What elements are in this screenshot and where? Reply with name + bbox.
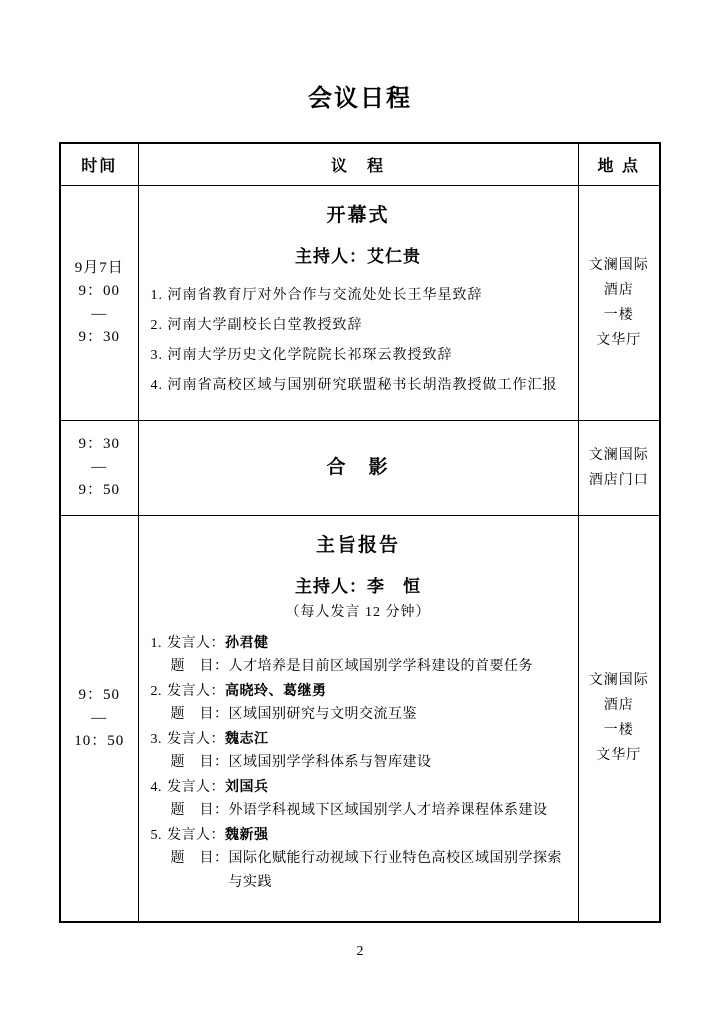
opening-agenda-cell <box>138 185 578 420</box>
location-line: 一楼 <box>603 307 634 323</box>
location-line: 酒店门口 <box>588 472 649 488</box>
topic-line <box>171 847 566 894</box>
speaker-number: 2. <box>150 683 162 699</box>
time-start: 9：30 <box>78 436 120 452</box>
topic-text: 区域国别研究与文明交流互鉴 <box>228 707 417 722</box>
keynote-location-cell <box>578 515 660 922</box>
location-line: 酒店 <box>603 282 634 298</box>
location-line: 文华厅 <box>596 332 642 348</box>
topic-line <box>171 655 566 679</box>
speaker-name: 刘国兵 <box>225 777 269 794</box>
header-location: 地 点 <box>578 143 660 185</box>
photo-time-cell <box>60 420 138 515</box>
topic-text: 国际化赋能行动视域下行业特色高校区域国别学探索与实践 <box>228 851 562 890</box>
table-row-opening <box>60 185 660 420</box>
topic-text: 外语学科视域下区域国别学人才培养课程体系建设 <box>228 803 548 818</box>
time-dash: — <box>91 709 108 726</box>
time-dash: — <box>91 305 108 322</box>
speaker-name: 孙君健 <box>225 633 269 650</box>
topic-label: 题 目： <box>170 851 229 866</box>
location-line: 酒店 <box>603 698 634 714</box>
topic-text: 人才培养是目前区域国别学学科建设的首要任务 <box>228 659 533 674</box>
location-line: 文华厅 <box>596 748 642 764</box>
speaker-number: 5. <box>150 827 162 843</box>
speaker-line <box>151 823 566 848</box>
time-start: 9：00 <box>78 282 120 299</box>
topic-label: 题 目： <box>170 755 229 770</box>
speaker-block <box>151 823 566 895</box>
table-header-row <box>60 143 660 185</box>
topic-text: 区域国别学学科体系与智库建设 <box>228 755 432 770</box>
speaker-block <box>151 679 566 727</box>
keynote-moderator: 主持人：李 恒 <box>295 576 421 596</box>
speaker-label: 发言人： <box>167 683 225 699</box>
speaker-line <box>151 631 566 656</box>
keynote-note: （每人发言 12 分钟） <box>285 604 431 620</box>
time-end: 10：50 <box>74 732 125 749</box>
time-end: 9：50 <box>78 482 120 498</box>
opening-item: 1. 河南省教育厅对外合作与交流处处长王华星致辞 <box>150 287 483 303</box>
page-title: 会议日程 <box>308 85 412 112</box>
topic-label: 题 目： <box>170 803 229 818</box>
speaker-name: 魏志江 <box>225 729 269 746</box>
speaker-line <box>151 727 566 752</box>
speaker-label: 发言人： <box>167 731 225 747</box>
page-number: 2 <box>356 944 364 959</box>
speaker-block <box>151 631 566 679</box>
opening-moderator: 主持人：艾仁贵 <box>295 246 421 266</box>
speaker-name: 魏新强 <box>225 825 269 842</box>
time-start: 9：50 <box>78 686 120 703</box>
speaker-number: 1. <box>150 635 162 651</box>
topic-line <box>171 703 566 727</box>
table-row-group-photo <box>60 420 660 515</box>
opening-time-cell <box>60 185 138 420</box>
table-row-keynote <box>60 515 660 922</box>
header-agenda: 议 程 <box>138 143 578 185</box>
topic-label: 题 目： <box>170 659 229 674</box>
speaker-number: 4. <box>150 779 162 795</box>
topic-label: 题 目： <box>170 707 229 722</box>
speaker-line <box>151 679 566 704</box>
photo-agenda-cell <box>138 420 578 515</box>
opening-item-list <box>151 281 566 401</box>
speaker-block <box>151 775 566 823</box>
agenda-table <box>59 142 661 923</box>
session-title-keynote: 主旨报告 <box>315 534 400 556</box>
photo-location-cell <box>578 420 660 515</box>
topic-line <box>171 751 566 775</box>
location-line: 一楼 <box>603 723 634 739</box>
speaker-line <box>151 775 566 800</box>
topic-line <box>171 799 566 823</box>
session-title-opening: 开幕式 <box>326 204 390 226</box>
session-title-group-photo: 合 影 <box>326 456 390 478</box>
speaker-list <box>151 631 566 895</box>
opening-location-cell <box>578 185 660 420</box>
time-end: 9：30 <box>78 328 120 345</box>
time-dash: — <box>91 459 108 475</box>
speaker-block <box>151 727 566 775</box>
speaker-name: 高晓玲、葛继勇 <box>225 681 327 698</box>
opening-item: 2. 河南大学副校长白堂教授致辞 <box>150 317 363 333</box>
opening-item: 4. 河南省高校区域与国别研究联盟秘书长胡浩教授做工作汇报 <box>150 377 558 393</box>
opening-item: 3. 河南大学历史文化学院院长祁琛云教授致辞 <box>150 347 453 363</box>
speaker-label: 发言人： <box>167 635 225 651</box>
keynote-agenda-cell <box>138 515 578 922</box>
speaker-label: 发言人： <box>167 827 225 843</box>
location-line: 文澜国际 <box>588 673 649 689</box>
location-line: 文澜国际 <box>588 447 649 463</box>
location-line: 文澜国际 <box>588 257 649 273</box>
speaker-label: 发言人： <box>167 779 225 795</box>
header-time: 时间 <box>60 143 138 185</box>
keynote-time-cell <box>60 515 138 922</box>
speaker-number: 3. <box>150 731 162 747</box>
time-date: 9月7日 <box>74 259 124 276</box>
